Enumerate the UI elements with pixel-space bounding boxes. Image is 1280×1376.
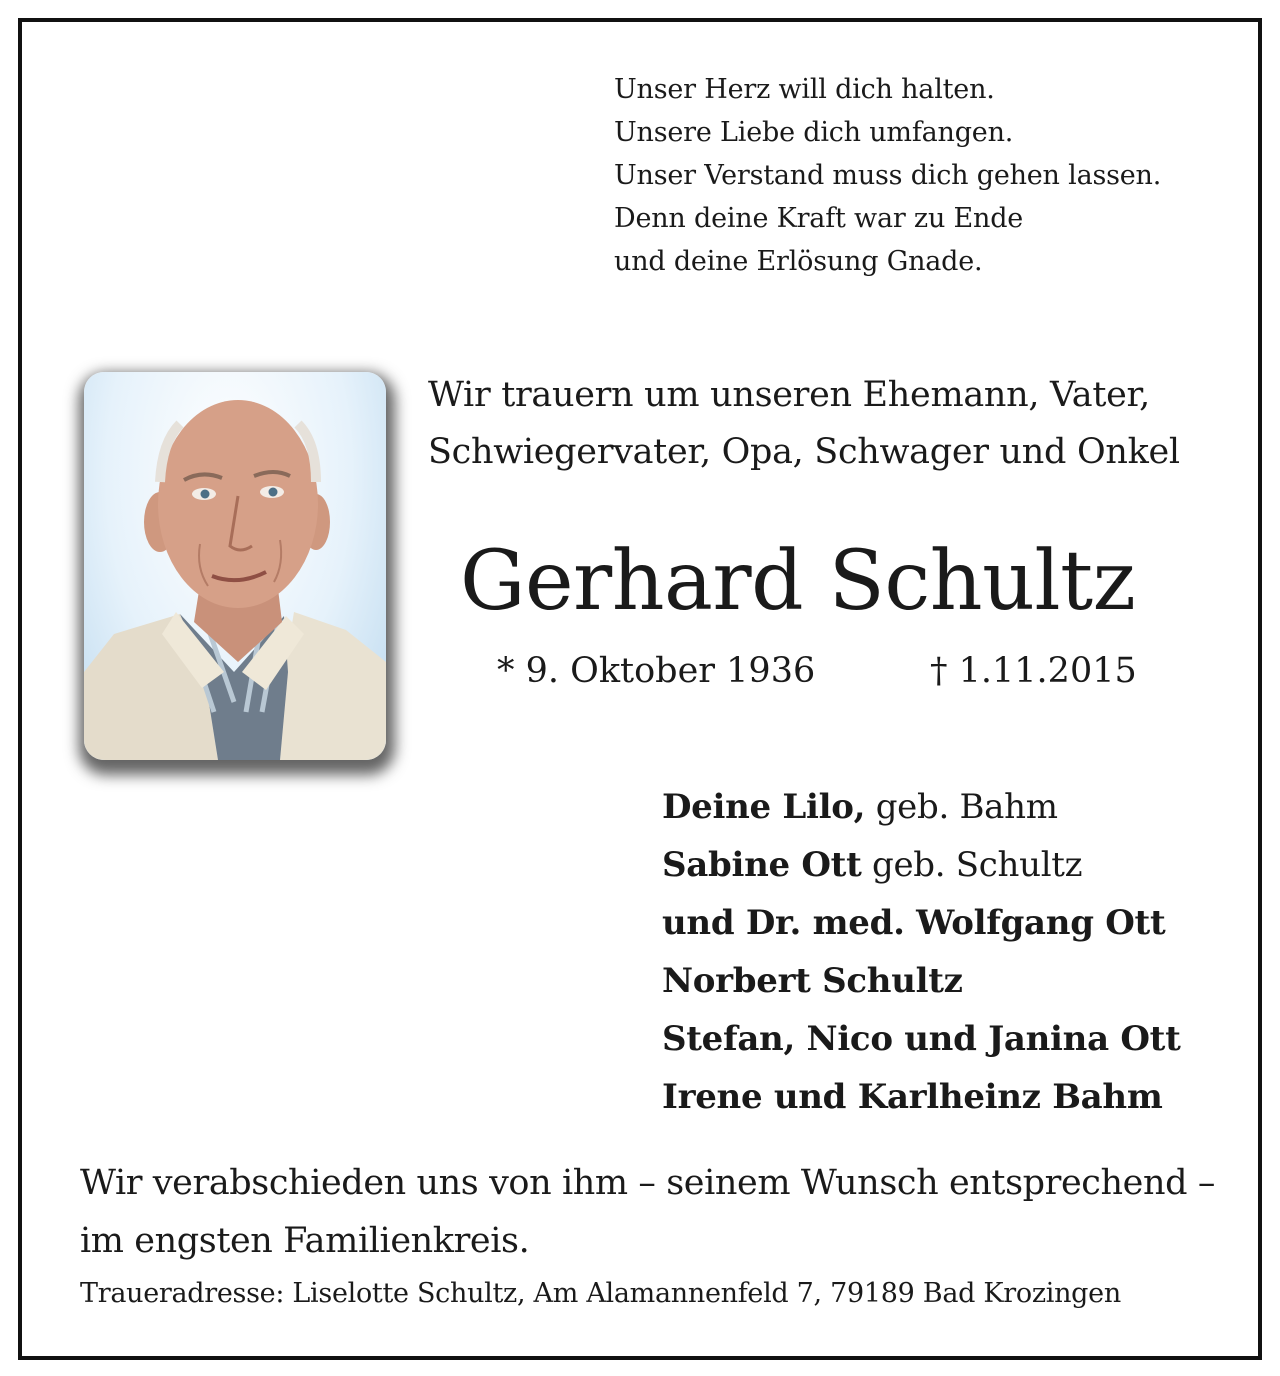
mourning-intro (428, 367, 1180, 481)
mourner-name: Norbert Schultz (662, 961, 963, 1001)
mourner-line (662, 778, 1180, 836)
mourner-line (662, 952, 1180, 1010)
mourner-line (662, 836, 1180, 894)
mourner-line (662, 1010, 1180, 1068)
mourner-note: geb. Bahm (865, 787, 1058, 827)
mourners-list (662, 778, 1180, 1126)
birth-date: * 9. Oktober 1936 (497, 651, 816, 691)
mourner-note: geb. Schultz (861, 845, 1083, 885)
mourning-address: Traueradresse: Liselotte Schultz, Am Alamannenfeld 7, 79189 Bad Krozingen (80, 1278, 1121, 1309)
poem-line: und deine Erlösung Gnade. (614, 246, 983, 277)
farewell-notice (80, 1154, 1215, 1270)
poem-line: Denn deine Kraft war zu Ende (614, 203, 1024, 234)
deceased-name: Gerhard Schultz (460, 534, 1136, 629)
poem (614, 68, 1161, 283)
farewell-line: Wir verabschieden uns von ihm – seinem Wunsch entsprechend – (80, 1163, 1215, 1203)
intro-line: Wir trauern um unseren Ehemann, Vater, (428, 375, 1150, 415)
mourner-name: und Dr. med. Wolfgang Ott (662, 903, 1166, 943)
farewell-line: im engsten Familienkreis. (80, 1221, 530, 1261)
death-date: † 1.11.2015 (930, 651, 1137, 691)
mourner-name: Stefan, Nico und Janina Ott (662, 1019, 1181, 1059)
mourner-name: Deine Lilo, (662, 787, 866, 827)
intro-line: Schwiegervater, Opa, Schwager und Onkel (428, 432, 1180, 472)
mourner-line (662, 894, 1180, 952)
mourner-line (662, 1068, 1180, 1126)
poem-line: Unsere Liebe dich umfangen. (614, 117, 1014, 148)
poem-line: Unser Herz will dich halten. (614, 74, 995, 105)
portrait-photo (84, 372, 386, 760)
life-dates (497, 646, 1157, 696)
obituary-frame (18, 18, 1262, 1360)
poem-line: Unser Verstand muss dich gehen lassen. (614, 160, 1162, 191)
portrait-illustration (84, 372, 386, 760)
mourner-name: Irene und Karlheinz Bahm (662, 1077, 1163, 1117)
mourner-name: Sabine Ott (662, 845, 862, 885)
